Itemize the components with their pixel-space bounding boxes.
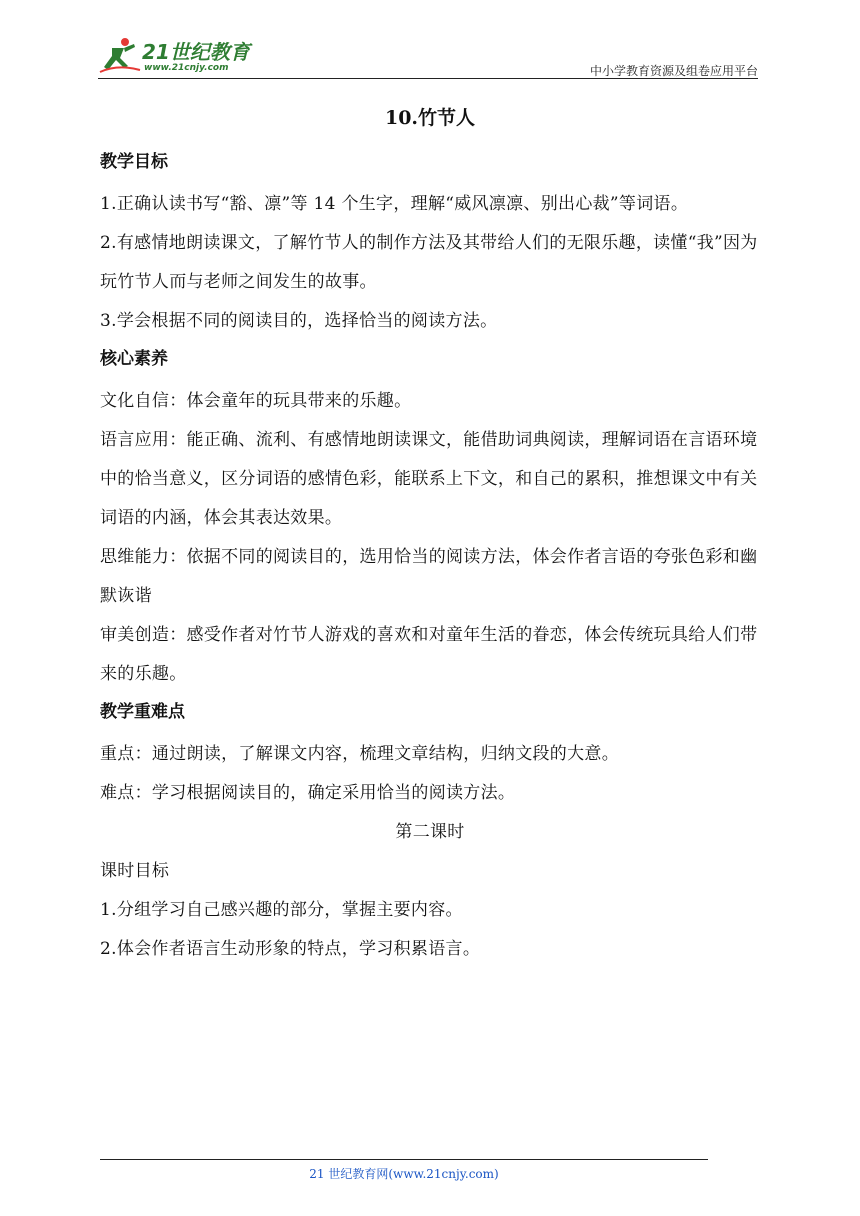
logo-url: www.21cnjy.com — [144, 63, 229, 73]
footer-divider — [100, 1159, 708, 1160]
logo-name: 21世纪教育 — [142, 40, 250, 64]
goal-item: 2.有感情地朗读课文，了解竹节人的制作方法及其带给人们的无限乐趣，读懂“我”因为玩竹节人而与老师之间发生的故事。 — [100, 233, 758, 292]
literacy-item: 审美创造：感受作者对竹节人游戏的喜欢和对童年生活的眷恋，体会传统玩具给人们带来的乐趣。 — [100, 625, 758, 684]
document-body — [100, 104, 760, 969]
lesson-goal-item: 2.体会作者语言生动形象的特点，学习积累语言。 — [100, 939, 481, 959]
literacy-item: 语言应用：能正确、流利、有感情地朗读课文，能借助词典阅读，理解词语在言语环境中的恰当意义，区分词语的感情色彩，能联系上下文，和自己的累积，推想课文中有关词语的内涵，体会其表达效果。 — [100, 430, 758, 528]
key-point-item: 重点：通过朗读，了解课文内容，梳理文章结构，归纳文段的大意。 — [100, 744, 619, 764]
goal-item: 3.学会根据不同的阅读目的，选择恰当的阅读方法。 — [100, 311, 498, 331]
header-divider — [98, 78, 758, 79]
section-heading-key-points: 教学重难点 — [100, 702, 185, 722]
lesson-goal-item: 1.分组学习自己感兴趣的部分，掌握主要内容。 — [100, 900, 463, 920]
key-point-item: 难点：学习根据阅读目的，确定采用恰当的阅读方法。 — [100, 783, 516, 803]
logo — [98, 34, 268, 76]
page-header — [98, 34, 758, 80]
lesson-heading: 第二课时 — [395, 822, 465, 842]
literacy-item: 文化自信：体会童年的玩具带来的乐趣。 — [100, 391, 412, 411]
page-footer: 21 世纪教育网(www.21cnjy.com) — [309, 1167, 499, 1181]
document-title: 10.竹节人 — [384, 107, 476, 129]
goal-item: 1.正确认读书写“豁、凛”等 14 个生字，理解“威风凛凛、别出心裁”等词语。 — [100, 194, 689, 214]
runner-logo-icon — [98, 36, 142, 74]
literacy-item: 思维能力：依据不同的阅读目的，选用恰当的阅读方法，体会作者言语的夸张色彩和幽默诙谐 — [100, 547, 758, 606]
lesson-goals-label: 课时目标 — [100, 861, 170, 881]
section-heading-goals: 教学目标 — [100, 152, 168, 172]
header-tagline: 中小学教育资源及组卷应用平台 — [589, 64, 758, 78]
section-heading-literacy: 核心素养 — [100, 349, 168, 369]
